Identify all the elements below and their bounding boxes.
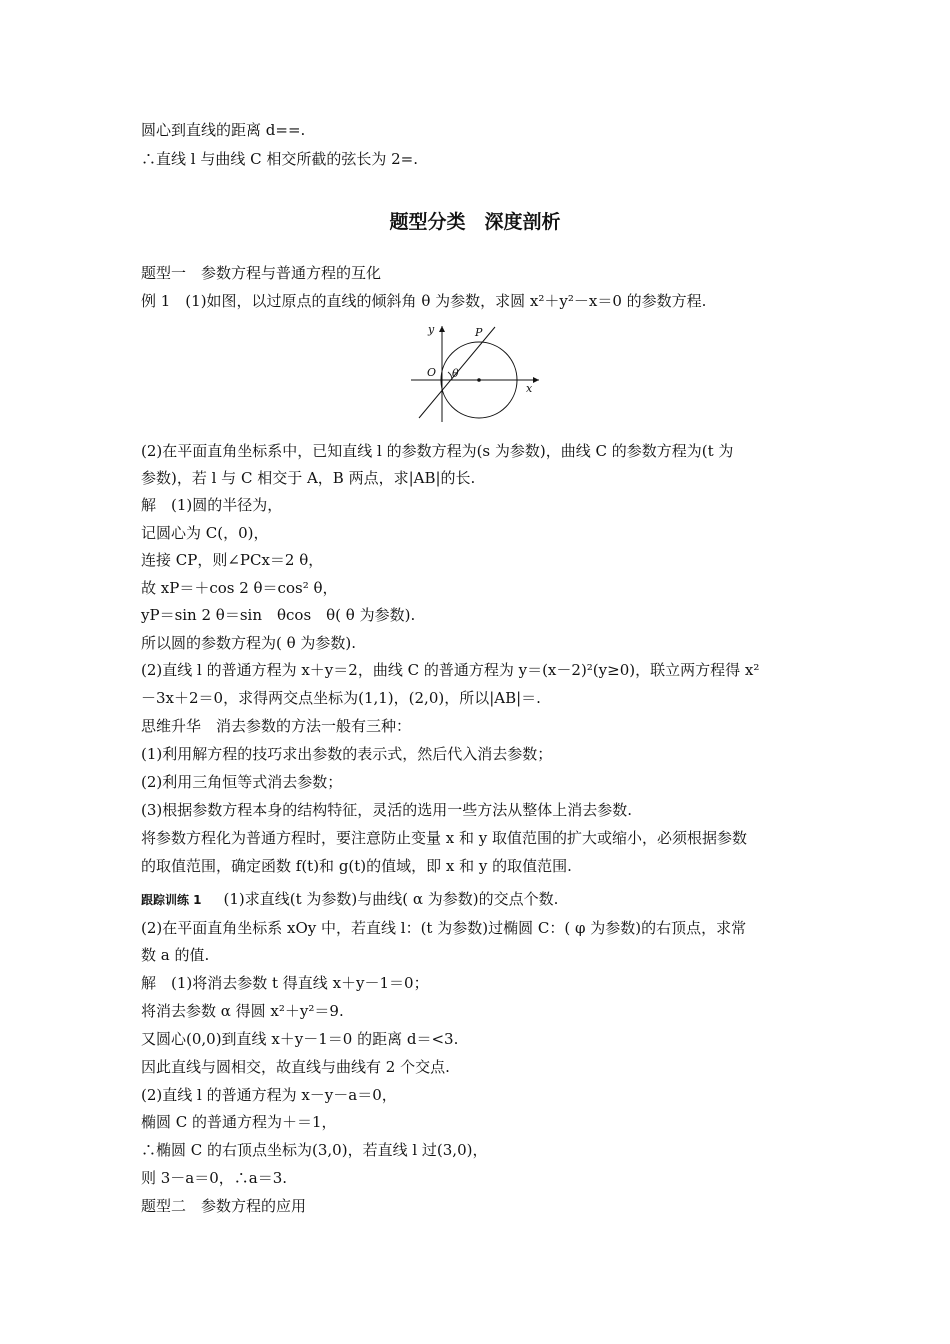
label-o: O (427, 366, 437, 379)
x-axis-arrow (533, 377, 539, 383)
circle-diagram (405, 320, 545, 428)
text-line: (2)利用三角恒等式消去参数； (141, 773, 343, 791)
text-line: (2)在平面直角坐标系中，已知直线 l 的参数方程为(s 为参数)，曲线 C 的参数方程为(t 为 (141, 442, 734, 460)
text-line: 思维升华 消去参数的方法一般有三种： (141, 717, 412, 735)
text-line: 解 (1)圆的半径为， (141, 496, 283, 514)
label-y: y (428, 323, 435, 336)
training-label: 跟踪训练 1 (141, 893, 202, 907)
text-line: 又圆心(0,0)到直线 x＋y－1＝0 的距离 d＝<3. (141, 1030, 459, 1048)
label-x: x (526, 382, 533, 395)
text-line: 例 1 (1)如图，以过原点的直线的倾斜角 θ 为参数，求圆 x²＋y²－x＝0 的参数方程. (141, 292, 707, 310)
text-line: 记圆心为 C(，0)， (141, 524, 269, 542)
text-line: yP＝sin 2 θ＝sin θcos θ( θ 为参数). (141, 606, 416, 624)
text-line: 的取值范围，确定函数 f(t)和 g(t)的值域，即 x 和 y 的取值范围. (141, 857, 572, 875)
text-line: 解 (1)将消去参数 t 得直线 x＋y－1＝0； (141, 974, 429, 992)
text-line: －3x＋2＝0，求得两交点坐标为(1,1)，(2,0)，所以|AB|＝. (141, 689, 541, 707)
text-line: 所以圆的参数方程为( θ 为参数). (141, 634, 357, 652)
text-line: (3)根据参数方程本身的结构特征，灵活的选用一些方法从整体上消去参数. (141, 801, 633, 819)
section-title: 题型分类 深度剖析 (389, 211, 561, 233)
text-line: 因此直线与圆相交，故直线与曲线有 2 个交点. (141, 1058, 450, 1076)
text-line: 连接 CP，则∠PCx＝2 θ， (141, 551, 324, 569)
text-line: 题型一 参数方程与普通方程的互化 (141, 264, 382, 282)
text-line: (1)利用解方程的技巧求出参数的表示式，然后代入消去参数； (141, 745, 553, 763)
y-axis-arrow (439, 326, 445, 332)
training-text: (1)求直线(t 为参数)与曲线( α 为参数)的交点个数. (223, 890, 559, 908)
text-line: 故 xP＝＋cos 2 θ＝cos² θ， (141, 579, 338, 597)
label-theta: θ (452, 367, 459, 380)
text-line: (2)在平面直角坐标系 xOy 中，若直线 l：(t 为参数)过椭圆 C：( φ 为参数)的右顶点，求常 (141, 919, 747, 937)
center-point (477, 378, 481, 382)
text-line: 参数)，若 l 与 C 相交于 A，B 两点，求|AB|的长. (141, 469, 476, 487)
text-line: ∴直线 l 与曲线 C 相交所截的弦长为 2=. (141, 150, 418, 168)
text-line: 数 a 的值. (141, 946, 210, 964)
training-line (141, 889, 821, 910)
text-line: (2)直线 l 的普通方程为 x＋y＝2，曲线 C 的普通方程为 y＝(x－2)²(y≥0)，联立两方程得 x² (141, 661, 760, 679)
text-line: 题型二 参数方程的应用 (141, 1197, 307, 1215)
text-line: ∴椭圆 C 的右顶点坐标为(3,0)，若直线 l 过(3,0)， (141, 1141, 488, 1159)
text-line: 将消去参数 α 得圆 x²＋y²＝9. (141, 1002, 344, 1020)
text-line: 圆心到直线的距离 d==. (141, 121, 306, 139)
text-line: (2)直线 l 的普通方程为 x－y－a＝0， (141, 1086, 397, 1104)
text-line: 则 3－a＝0，∴a＝3. (141, 1169, 288, 1187)
text-line: 椭圆 C 的普通方程为＋＝1， (141, 1113, 337, 1131)
text-line: 将参数方程化为普通方程时，要注意防止变量 x 和 y 取值范围的扩大或缩小，必须根据参数 (141, 829, 748, 847)
label-p: P (475, 326, 483, 339)
